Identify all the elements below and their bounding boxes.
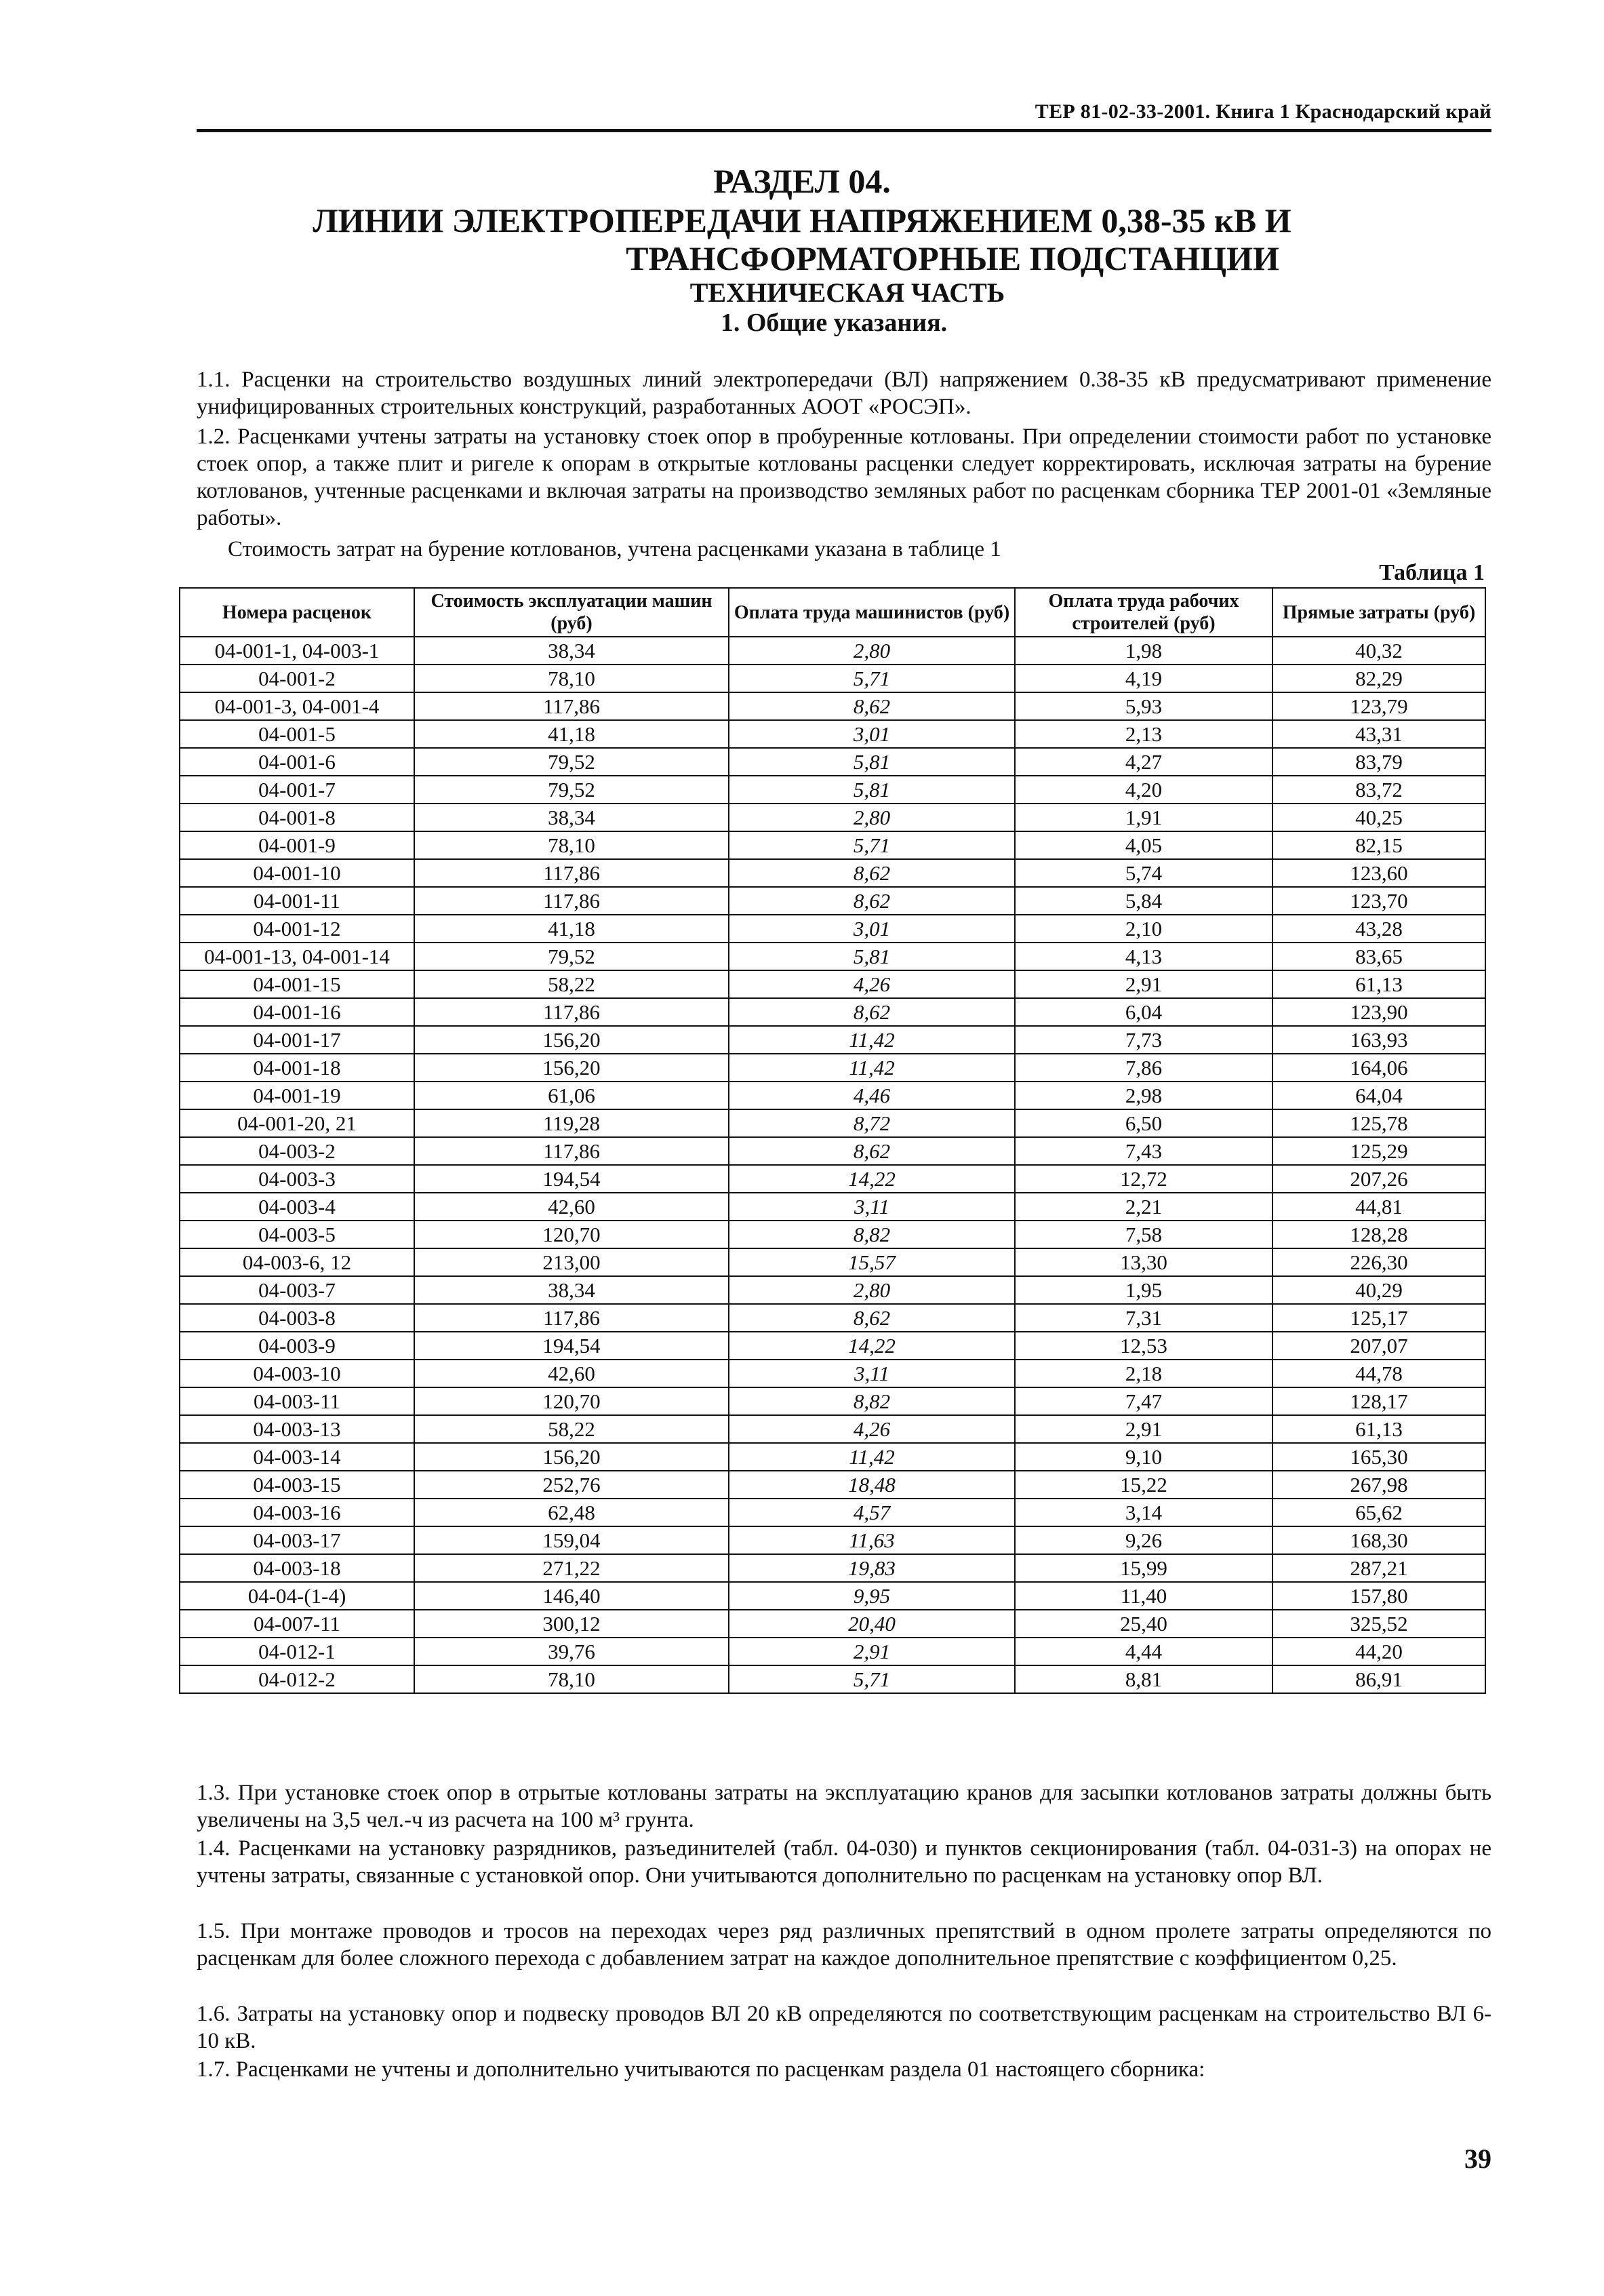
cell-direct-costs: 125,78	[1272, 1109, 1485, 1137]
cell-direct-costs: 164,06	[1272, 1054, 1485, 1082]
cell-worker-wages: 7,43	[1015, 1137, 1272, 1165]
table-row	[180, 970, 1485, 998]
table-row	[180, 1054, 1485, 1082]
cell-worker-wages: 2,18	[1015, 1360, 1272, 1387]
cell-direct-costs: 65,62	[1272, 1499, 1485, 1526]
subsection-heading: 1. Общие указания.	[720, 309, 948, 337]
cell-rate-number: 04-04-(1-4)	[180, 1582, 414, 1610]
header-rule	[197, 129, 1491, 132]
cell-operator-wages: 11,63	[729, 1526, 1015, 1554]
cell-machine-cost: 119,28	[414, 1109, 729, 1137]
cell-operator-wages: 11,42	[729, 1026, 1015, 1054]
cell-rate-number: 04-001-20, 21	[180, 1109, 414, 1137]
cell-machine-cost: 78,10	[414, 831, 729, 859]
cell-rate-number: 04-003-10	[180, 1360, 414, 1387]
cell-direct-costs: 82,29	[1272, 665, 1485, 692]
table-row	[180, 1276, 1485, 1304]
section-title-line2: ТРАНСФОРМАТОРНЫЕ ПОДСТАНЦИИ	[626, 239, 1279, 277]
cell-direct-costs: 83,65	[1272, 943, 1485, 970]
table-row	[180, 665, 1485, 692]
cell-operator-wages: 3,01	[729, 915, 1015, 943]
table-row	[180, 915, 1485, 943]
cell-machine-cost: 156,20	[414, 1026, 729, 1054]
cell-worker-wages: 4,44	[1015, 1638, 1272, 1665]
cell-machine-cost: 58,22	[414, 1415, 729, 1443]
cell-machine-cost: 58,22	[414, 970, 729, 998]
cell-worker-wages: 15,22	[1015, 1471, 1272, 1499]
table-row	[180, 1304, 1485, 1332]
cell-worker-wages: 7,73	[1015, 1026, 1272, 1054]
paragraph-1-1: 1.1. Расценки на строительство воздушных линий электропередачи (ВЛ) напряжением 0.38-35 кВ предусматривают применение унифицированных строительных конструкций, разработанных АООТ «РОСЭП».	[197, 368, 1491, 419]
column-header-direct-costs: Прямые затраты (руб)	[1272, 588, 1485, 637]
cell-machine-cost: 120,70	[414, 1221, 729, 1248]
cell-worker-wages: 2,10	[1015, 915, 1272, 943]
cell-rate-number: 04-007-11	[180, 1610, 414, 1638]
table-row	[180, 1415, 1485, 1443]
cell-operator-wages: 8,62	[729, 1304, 1015, 1332]
table-row	[180, 1109, 1485, 1137]
cell-machine-cost: 194,54	[414, 1165, 729, 1193]
cell-machine-cost: 300,12	[414, 1610, 729, 1638]
cell-machine-cost: 78,10	[414, 665, 729, 692]
cell-operator-wages: 8,72	[729, 1109, 1015, 1137]
cell-worker-wages: 6,04	[1015, 998, 1272, 1026]
table-row	[180, 887, 1485, 915]
cell-direct-costs: 226,30	[1272, 1248, 1485, 1276]
cell-direct-costs: 128,28	[1272, 1221, 1485, 1248]
cell-worker-wages: 11,40	[1015, 1582, 1272, 1610]
table-header-row	[180, 588, 1485, 637]
cell-rate-number: 04-001-17	[180, 1026, 414, 1054]
cell-rate-number: 04-001-9	[180, 831, 414, 859]
cell-worker-wages: 2,21	[1015, 1193, 1272, 1221]
cell-worker-wages: 4,05	[1015, 831, 1272, 859]
paragraph-1-2-continuation: Стоимость затрат на бурение котлованов, учтена расценками указана в таблице 1	[228, 537, 1001, 561]
cell-machine-cost: 156,20	[414, 1443, 729, 1471]
table-row	[180, 943, 1485, 970]
cell-operator-wages: 11,42	[729, 1054, 1015, 1082]
cell-operator-wages: 8,62	[729, 692, 1015, 720]
cell-worker-wages: 1,98	[1015, 637, 1272, 665]
cell-rate-number: 04-001-8	[180, 804, 414, 831]
table-row	[180, 1332, 1485, 1360]
cell-machine-cost: 79,52	[414, 776, 729, 804]
cell-worker-wages: 2,91	[1015, 970, 1272, 998]
cell-direct-costs: 325,52	[1272, 1610, 1485, 1638]
cell-operator-wages: 4,57	[729, 1499, 1015, 1526]
cell-worker-wages: 2,98	[1015, 1082, 1272, 1109]
cell-operator-wages: 4,26	[729, 970, 1015, 998]
table-row	[180, 1137, 1485, 1165]
rates-table-wrapper	[179, 587, 1485, 1694]
cell-machine-cost: 213,00	[414, 1248, 729, 1276]
table-row	[180, 1221, 1485, 1248]
cell-machine-cost: 39,76	[414, 1638, 729, 1665]
cell-rate-number: 04-003-11	[180, 1387, 414, 1415]
cell-machine-cost: 78,10	[414, 1665, 729, 1693]
cell-operator-wages: 2,91	[729, 1638, 1015, 1665]
cell-machine-cost: 117,86	[414, 1304, 729, 1332]
cell-operator-wages: 5,81	[729, 748, 1015, 776]
table-row	[180, 1443, 1485, 1471]
cell-rate-number: 04-001-5	[180, 720, 414, 748]
cell-rate-number: 04-003-15	[180, 1471, 414, 1499]
cell-machine-cost: 117,86	[414, 887, 729, 915]
cell-direct-costs: 123,70	[1272, 887, 1485, 915]
paragraph-1-7: 1.7. Расценками не учтены и дополнительно учитываются по расценкам раздела 01 настоящего сборника:	[197, 2057, 1205, 2082]
cell-rate-number: 04-001-19	[180, 1082, 414, 1109]
table-row	[180, 1526, 1485, 1554]
page-number: 39	[1464, 2143, 1491, 2174]
table-row	[180, 1665, 1485, 1693]
cell-machine-cost: 159,04	[414, 1526, 729, 1554]
table-row	[180, 1165, 1485, 1193]
cell-direct-costs: 43,31	[1272, 720, 1485, 748]
cell-operator-wages: 18,48	[729, 1471, 1015, 1499]
table-row	[180, 804, 1485, 831]
cell-rate-number: 04-003-6, 12	[180, 1248, 414, 1276]
cell-machine-cost: 79,52	[414, 943, 729, 970]
cell-rate-number: 04-003-5	[180, 1221, 414, 1248]
column-header-rate-number: Номера расценок	[180, 588, 414, 637]
cell-operator-wages: 8,62	[729, 998, 1015, 1026]
cell-worker-wages: 12,53	[1015, 1332, 1272, 1360]
cell-rate-number: 04-003-18	[180, 1554, 414, 1582]
cell-direct-costs: 123,90	[1272, 998, 1485, 1026]
cell-rate-number: 04-012-1	[180, 1638, 414, 1665]
cell-rate-number: 04-001-7	[180, 776, 414, 804]
cell-direct-costs: 83,79	[1272, 748, 1485, 776]
paragraph-1-4: 1.4. Расценками на установку разрядников, разъединителей (табл. 04-030) и пунктов секционирования (табл. 04-031-3) на опорах не учтены затраты, связанные с установкой опор. Они учитываются дополнительно по расценкам на установку опор ВЛ.	[197, 1836, 1491, 1888]
cell-machine-cost: 38,34	[414, 804, 729, 831]
table-row	[180, 1248, 1485, 1276]
cell-machine-cost: 79,52	[414, 748, 729, 776]
cell-operator-wages: 8,82	[729, 1387, 1015, 1415]
table-row	[180, 1554, 1485, 1582]
cell-direct-costs: 40,29	[1272, 1276, 1485, 1304]
cell-operator-wages: 8,62	[729, 859, 1015, 887]
cell-machine-cost: 38,34	[414, 1276, 729, 1304]
cell-direct-costs: 123,79	[1272, 692, 1485, 720]
table-row	[180, 859, 1485, 887]
cell-operator-wages: 5,81	[729, 943, 1015, 970]
cell-worker-wages: 4,20	[1015, 776, 1272, 804]
cell-operator-wages: 8,62	[729, 887, 1015, 915]
cell-direct-costs: 128,17	[1272, 1387, 1485, 1415]
cell-machine-cost: 117,86	[414, 1137, 729, 1165]
cell-direct-costs: 43,28	[1272, 915, 1485, 943]
cell-operator-wages: 3,01	[729, 720, 1015, 748]
cell-worker-wages: 25,40	[1015, 1610, 1272, 1638]
cell-machine-cost: 42,60	[414, 1193, 729, 1221]
cell-operator-wages: 14,22	[729, 1165, 1015, 1193]
table-row	[180, 692, 1485, 720]
table-row	[180, 1582, 1485, 1610]
cell-operator-wages: 2,80	[729, 1276, 1015, 1304]
cell-rate-number: 04-001-18	[180, 1054, 414, 1082]
cell-machine-cost: 61,06	[414, 1082, 729, 1109]
cell-worker-wages: 1,95	[1015, 1276, 1272, 1304]
cell-direct-costs: 207,26	[1272, 1165, 1485, 1193]
cell-operator-wages: 5,71	[729, 1665, 1015, 1693]
cell-operator-wages: 20,40	[729, 1610, 1015, 1638]
cell-machine-cost: 194,54	[414, 1332, 729, 1360]
cell-machine-cost: 41,18	[414, 915, 729, 943]
section-label: РАЗДЕЛ 04.	[713, 162, 891, 200]
table-row	[180, 637, 1485, 665]
cell-rate-number: 04-003-14	[180, 1443, 414, 1471]
cell-operator-wages: 14,22	[729, 1332, 1015, 1360]
running-header: ТЕР 81-02-33-2001. Книга 1 Краснодарский край	[1035, 100, 1491, 123]
cell-rate-number: 04-003-13	[180, 1415, 414, 1443]
cell-direct-costs: 40,25	[1272, 804, 1485, 831]
column-header-machine-cost: Стоимость эксплуатации машин (руб)	[414, 588, 729, 637]
cell-rate-number: 04-001-16	[180, 998, 414, 1026]
cell-operator-wages: 2,80	[729, 637, 1015, 665]
cell-rate-number: 04-001-2	[180, 665, 414, 692]
cell-operator-wages: 5,71	[729, 665, 1015, 692]
cell-worker-wages: 7,58	[1015, 1221, 1272, 1248]
cell-rate-number: 04-003-2	[180, 1137, 414, 1165]
cell-worker-wages: 5,74	[1015, 859, 1272, 887]
cell-direct-costs: 83,72	[1272, 776, 1485, 804]
cell-rate-number: 04-003-17	[180, 1526, 414, 1554]
cell-direct-costs: 125,29	[1272, 1137, 1485, 1165]
cell-rate-number: 04-001-11	[180, 887, 414, 915]
table-row	[180, 1499, 1485, 1526]
cell-worker-wages: 7,47	[1015, 1387, 1272, 1415]
cell-rate-number: 04-003-3	[180, 1165, 414, 1193]
cell-direct-costs: 86,91	[1272, 1665, 1485, 1693]
cell-direct-costs: 44,78	[1272, 1360, 1485, 1387]
cell-worker-wages: 15,99	[1015, 1554, 1272, 1582]
cell-worker-wages: 5,84	[1015, 887, 1272, 915]
cell-machine-cost: 117,86	[414, 692, 729, 720]
cell-worker-wages: 4,19	[1015, 665, 1272, 692]
cell-rate-number: 04-001-15	[180, 970, 414, 998]
cell-operator-wages: 5,71	[729, 831, 1015, 859]
cell-machine-cost: 156,20	[414, 1054, 729, 1082]
table-row	[180, 748, 1485, 776]
cell-operator-wages: 15,57	[729, 1248, 1015, 1276]
cell-direct-costs: 64,04	[1272, 1082, 1485, 1109]
cell-worker-wages: 8,81	[1015, 1665, 1272, 1693]
cell-direct-costs: 267,98	[1272, 1471, 1485, 1499]
cell-rate-number: 04-001-1, 04-003-1	[180, 637, 414, 665]
cell-worker-wages: 2,91	[1015, 1415, 1272, 1443]
paragraph-1-6: 1.6. Затраты на установку опор и подвеску проводов ВЛ 20 кВ определяются по соответствующим расценкам на строительство ВЛ 6-10 кВ.	[197, 2002, 1491, 2053]
cell-worker-wages: 4,13	[1015, 943, 1272, 970]
cell-rate-number: 04-001-10	[180, 859, 414, 887]
cell-machine-cost: 271,22	[414, 1554, 729, 1582]
cell-worker-wages: 7,86	[1015, 1054, 1272, 1082]
cell-machine-cost: 252,76	[414, 1471, 729, 1499]
cell-worker-wages: 2,13	[1015, 720, 1272, 748]
cell-direct-costs: 123,60	[1272, 859, 1485, 887]
cell-direct-costs: 287,21	[1272, 1554, 1485, 1582]
cell-direct-costs: 207,07	[1272, 1332, 1485, 1360]
cell-rate-number: 04-003-9	[180, 1332, 414, 1360]
cell-operator-wages: 2,80	[729, 804, 1015, 831]
cell-worker-wages: 9,10	[1015, 1443, 1272, 1471]
cell-machine-cost: 41,18	[414, 720, 729, 748]
table-row	[180, 1360, 1485, 1387]
cell-direct-costs: 157,80	[1272, 1582, 1485, 1610]
table-body	[180, 637, 1485, 1693]
cell-worker-wages: 1,91	[1015, 804, 1272, 831]
cell-operator-wages: 3,11	[729, 1193, 1015, 1221]
table-row	[180, 1026, 1485, 1054]
paragraph-1-5: 1.5. При монтаже проводов и тросов на переходах через ряд различных препятствий в одном пролете затраты определяются по расценкам для более сложного перехода с добавлением затрат на каждое дополнительное препятствие с коэффициентом 0,25.	[197, 1919, 1491, 1971]
cell-rate-number: 04-012-2	[180, 1665, 414, 1693]
cell-machine-cost: 117,86	[414, 859, 729, 887]
cell-direct-costs: 61,13	[1272, 1415, 1485, 1443]
cell-worker-wages: 7,31	[1015, 1304, 1272, 1332]
cell-worker-wages: 13,30	[1015, 1248, 1272, 1276]
cell-operator-wages: 3,11	[729, 1360, 1015, 1387]
cell-worker-wages: 5,93	[1015, 692, 1272, 720]
cell-direct-costs: 40,32	[1272, 637, 1485, 665]
cell-rate-number: 04-001-12	[180, 915, 414, 943]
cell-machine-cost: 120,70	[414, 1387, 729, 1415]
cell-direct-costs: 44,81	[1272, 1193, 1485, 1221]
cell-direct-costs: 163,93	[1272, 1026, 1485, 1054]
cell-operator-wages: 19,83	[729, 1554, 1015, 1582]
cell-direct-costs: 44,20	[1272, 1638, 1485, 1665]
table-row	[180, 776, 1485, 804]
cell-worker-wages: 3,14	[1015, 1499, 1272, 1526]
cell-operator-wages: 8,62	[729, 1137, 1015, 1165]
cell-rate-number: 04-003-7	[180, 1276, 414, 1304]
cell-operator-wages: 8,82	[729, 1221, 1015, 1248]
paragraph-1-3: 1.3. При установке стоек опор в отрытые котлованы затраты на эксплуатацию кранов для засыпки котлованов затраты должны быть увеличены на 3,5 чел.-ч из расчета на 100 м³ грунта.	[197, 1781, 1491, 1832]
cell-operator-wages: 9,95	[729, 1582, 1015, 1610]
table-row	[180, 720, 1485, 748]
table-row	[180, 998, 1485, 1026]
table-caption: Таблица 1	[1379, 560, 1485, 585]
table-row	[180, 1193, 1485, 1221]
cell-machine-cost: 38,34	[414, 637, 729, 665]
rates-table	[179, 587, 1486, 1694]
cell-rate-number: 04-001-13, 04-001-14	[180, 943, 414, 970]
cell-machine-cost: 62,48	[414, 1499, 729, 1526]
cell-worker-wages: 4,27	[1015, 748, 1272, 776]
cell-rate-number: 04-003-8	[180, 1304, 414, 1332]
table-row	[180, 1638, 1485, 1665]
cell-rate-number: 04-001-3, 04-001-4	[180, 692, 414, 720]
cell-operator-wages: 5,81	[729, 776, 1015, 804]
cell-rate-number: 04-003-4	[180, 1193, 414, 1221]
cell-direct-costs: 82,15	[1272, 831, 1485, 859]
cell-machine-cost: 146,40	[414, 1582, 729, 1610]
table-row	[180, 831, 1485, 859]
table-row	[180, 1082, 1485, 1109]
cell-worker-wages: 12,72	[1015, 1165, 1272, 1193]
section-title-line1: ЛИНИИ ЭЛЕКТРОПЕРЕДАЧИ НАПРЯЖЕНИЕМ 0,38-35 кВ И	[313, 201, 1291, 239]
cell-machine-cost: 117,86	[414, 998, 729, 1026]
cell-machine-cost: 42,60	[414, 1360, 729, 1387]
paragraph-1-2: 1.2. Расценками учтены затраты на установку стоек опор в пробуренные котлованы. При определении стоимости работ по установке стоек опор, а также плит и ригеле к опорам в открытые котлованы расценки следует корректировать, исключая затраты на бурение котлованов, учтенные расценками и включая затраты на производство земляных работ по расценкам сборника ТЕР 2001-01 «Земляные работы».	[197, 424, 1491, 530]
part-heading: ТЕХНИЧЕСКАЯ ЧАСТЬ	[689, 277, 1005, 308]
cell-worker-wages: 6,50	[1015, 1109, 1272, 1137]
cell-direct-costs: 125,17	[1272, 1304, 1485, 1332]
cell-direct-costs: 61,13	[1272, 970, 1485, 998]
table-row	[180, 1471, 1485, 1499]
cell-operator-wages: 4,46	[729, 1082, 1015, 1109]
table-row	[180, 1387, 1485, 1415]
cell-operator-wages: 4,26	[729, 1415, 1015, 1443]
table-row	[180, 1610, 1485, 1638]
cell-direct-costs: 168,30	[1272, 1526, 1485, 1554]
column-header-worker-wages: Оплата труда рабочих строителей (руб)	[1015, 588, 1272, 637]
cell-worker-wages: 9,26	[1015, 1526, 1272, 1554]
cell-rate-number: 04-001-6	[180, 748, 414, 776]
cell-direct-costs: 165,30	[1272, 1443, 1485, 1471]
cell-operator-wages: 11,42	[729, 1443, 1015, 1471]
column-header-operator-wages: Оплата труда машинистов (руб)	[729, 588, 1015, 637]
cell-rate-number: 04-003-16	[180, 1499, 414, 1526]
